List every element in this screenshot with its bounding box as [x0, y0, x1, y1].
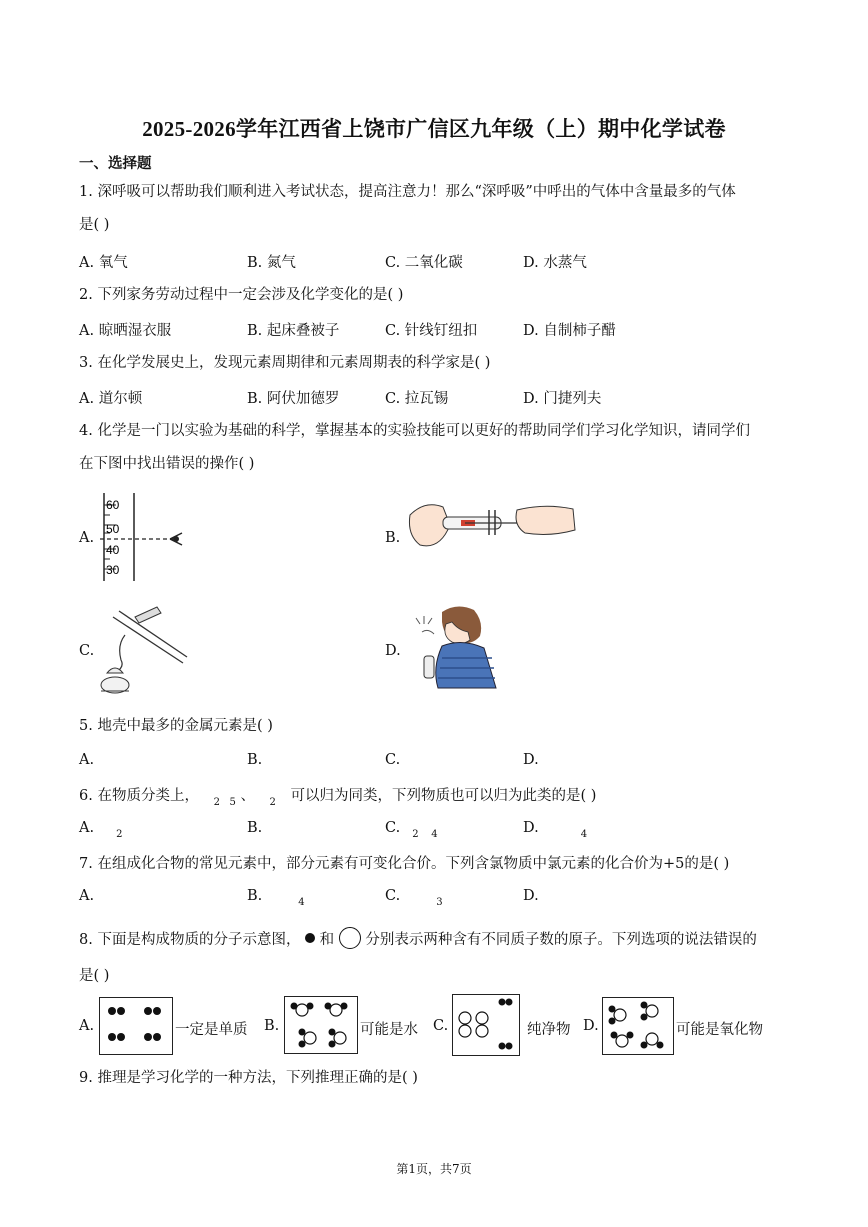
q8-label-d: D.: [583, 1018, 599, 1034]
molecule-box-c: [452, 994, 520, 1056]
q4-stem-line1: 4. 化学是一门以实验为基础的科学，掌握基本的实验技能可以更好的帮助同学们学习化学知识，请同学们: [79, 423, 750, 439]
tick-60: 60: [106, 498, 120, 512]
q5-option-d: D.: [523, 752, 539, 768]
q4-label-b: B.: [385, 530, 401, 546]
q4-label-a: A.: [79, 530, 95, 546]
q8-label-a: A.: [79, 1018, 95, 1034]
tick-40: 40: [106, 543, 120, 557]
q7-option-d: D.: [523, 888, 539, 904]
molecule-box-d: [602, 997, 674, 1055]
q4-label-c: C.: [79, 643, 95, 659]
q1-option-b: B. 氮气: [247, 255, 296, 271]
q8-text-b: 可能是水: [360, 1022, 418, 1038]
q5-option-a: A.: [79, 752, 95, 768]
q6-stem-end: 可以归为同类，下列物质也可以归为此类的是( ): [290, 788, 597, 804]
q1-stem-line1: 1. 深呼吸可以帮助我们顺利进入考试状态，提高注意力！那么“深呼吸”中呼出的气体中含量最多的气体: [79, 184, 736, 200]
q7-option-b: B. $_4$: [247, 888, 305, 908]
q2-option-d: D. 自制柿子醋: [523, 323, 616, 339]
test-tube-dropper-figure: [405, 495, 585, 555]
q8-stem-line2: 是( ): [79, 968, 110, 984]
q7-stem: 7. 在组成化合物的常见元素中，部分元素有可变化合价。下列含氯物质中氯元素的化合价为+5的是( ): [79, 856, 730, 872]
q6-formula-sub-2: 2: [269, 797, 276, 808]
q8-text-d: 可能是氧化物: [676, 1022, 763, 1038]
q8-text-c: 纯净物: [527, 1022, 571, 1038]
graduated-cylinder-figure: [96, 493, 196, 585]
q1-option-c: C. 二氧化碳: [385, 255, 463, 271]
q6-option-d: D. $_4$: [523, 820, 588, 840]
q5-option-b: B.: [247, 752, 263, 768]
q5-option-c: C.: [385, 752, 401, 768]
q6-option-b: B.: [247, 820, 263, 836]
q2-option-b: B. 起床叠被子: [247, 323, 340, 339]
q8-text-a: 一定是单质: [175, 1022, 248, 1038]
exam-title: 2025-2026学年江西省上饶市广信区九年级（上）期中化学试卷: [142, 117, 726, 141]
white-atom-icon: [339, 927, 361, 949]
page-footer: 第1页，共7页: [396, 1162, 472, 1176]
molecule-box-a: [99, 997, 173, 1055]
section-heading: 一、选择题: [79, 155, 152, 172]
q3-option-c: C. 拉瓦锡: [385, 391, 449, 407]
q9-stem: 9. 推理是学习化学的一种方法，下列推理正确的是( ): [79, 1070, 418, 1086]
q5-stem: 5. 地壳中最多的金属元素是( ): [79, 718, 273, 734]
q7-option-a: A.: [79, 888, 95, 904]
q6-stem: [79, 786, 596, 808]
heating-tube-figure: [95, 605, 195, 697]
q3-option-b: B. 阿伏加德罗: [247, 391, 340, 407]
q4-label-d: D.: [385, 643, 401, 659]
q8-label-c: C.: [433, 1018, 449, 1034]
q1-stem-line2: 是( ): [79, 217, 110, 233]
q3-option-a: A. 道尔顿: [79, 391, 143, 407]
q6-formula-sub-1: 2 5: [213, 797, 236, 808]
molecule-box-b: [284, 996, 358, 1054]
q2-option-a: A. 晾晒湿衣服: [79, 323, 172, 339]
smelling-gas-figure: [402, 602, 498, 694]
q3-option-d: D. 门捷列夫: [523, 391, 602, 407]
q4-stem-line2: 在下图中找出错误的操作( ): [79, 456, 255, 472]
tick-50: 50: [106, 522, 120, 536]
q1-option-d: D. 水蒸气: [523, 255, 587, 271]
q7-option-c: C. $_3$: [385, 888, 443, 908]
q3-stem: 3. 在化学发展史上，发现元素周期律和元素周期表的科学家是( ): [79, 355, 491, 371]
q6-option-a: A. $_2$: [79, 820, 123, 840]
black-atom-icon: [305, 933, 315, 943]
q2-option-c: C. 针线钉纽扣: [385, 323, 478, 339]
q1-option-a: A. 氧气: [79, 255, 128, 271]
q8-label-b: B.: [264, 1018, 280, 1034]
q8-stem-end: 分别表示两种含有不同质子数的原子。下列选项的说法错误的: [365, 932, 757, 948]
q2-stem: 2. 下列家务劳动过程中一定会涉及化学变化的是( ): [79, 287, 404, 303]
q6-separator: 、: [240, 788, 255, 804]
q6-option-c: C. $_{2 4}$: [385, 820, 438, 840]
tick-30: 30: [106, 563, 120, 577]
q8-stem-start: 8. 下面是构成物质的分子示意图，: [79, 932, 301, 948]
q6-stem-start: 6. 在物质分类上，: [79, 788, 199, 804]
q8-and: 和: [319, 932, 335, 948]
q8-stem: [79, 927, 757, 950]
